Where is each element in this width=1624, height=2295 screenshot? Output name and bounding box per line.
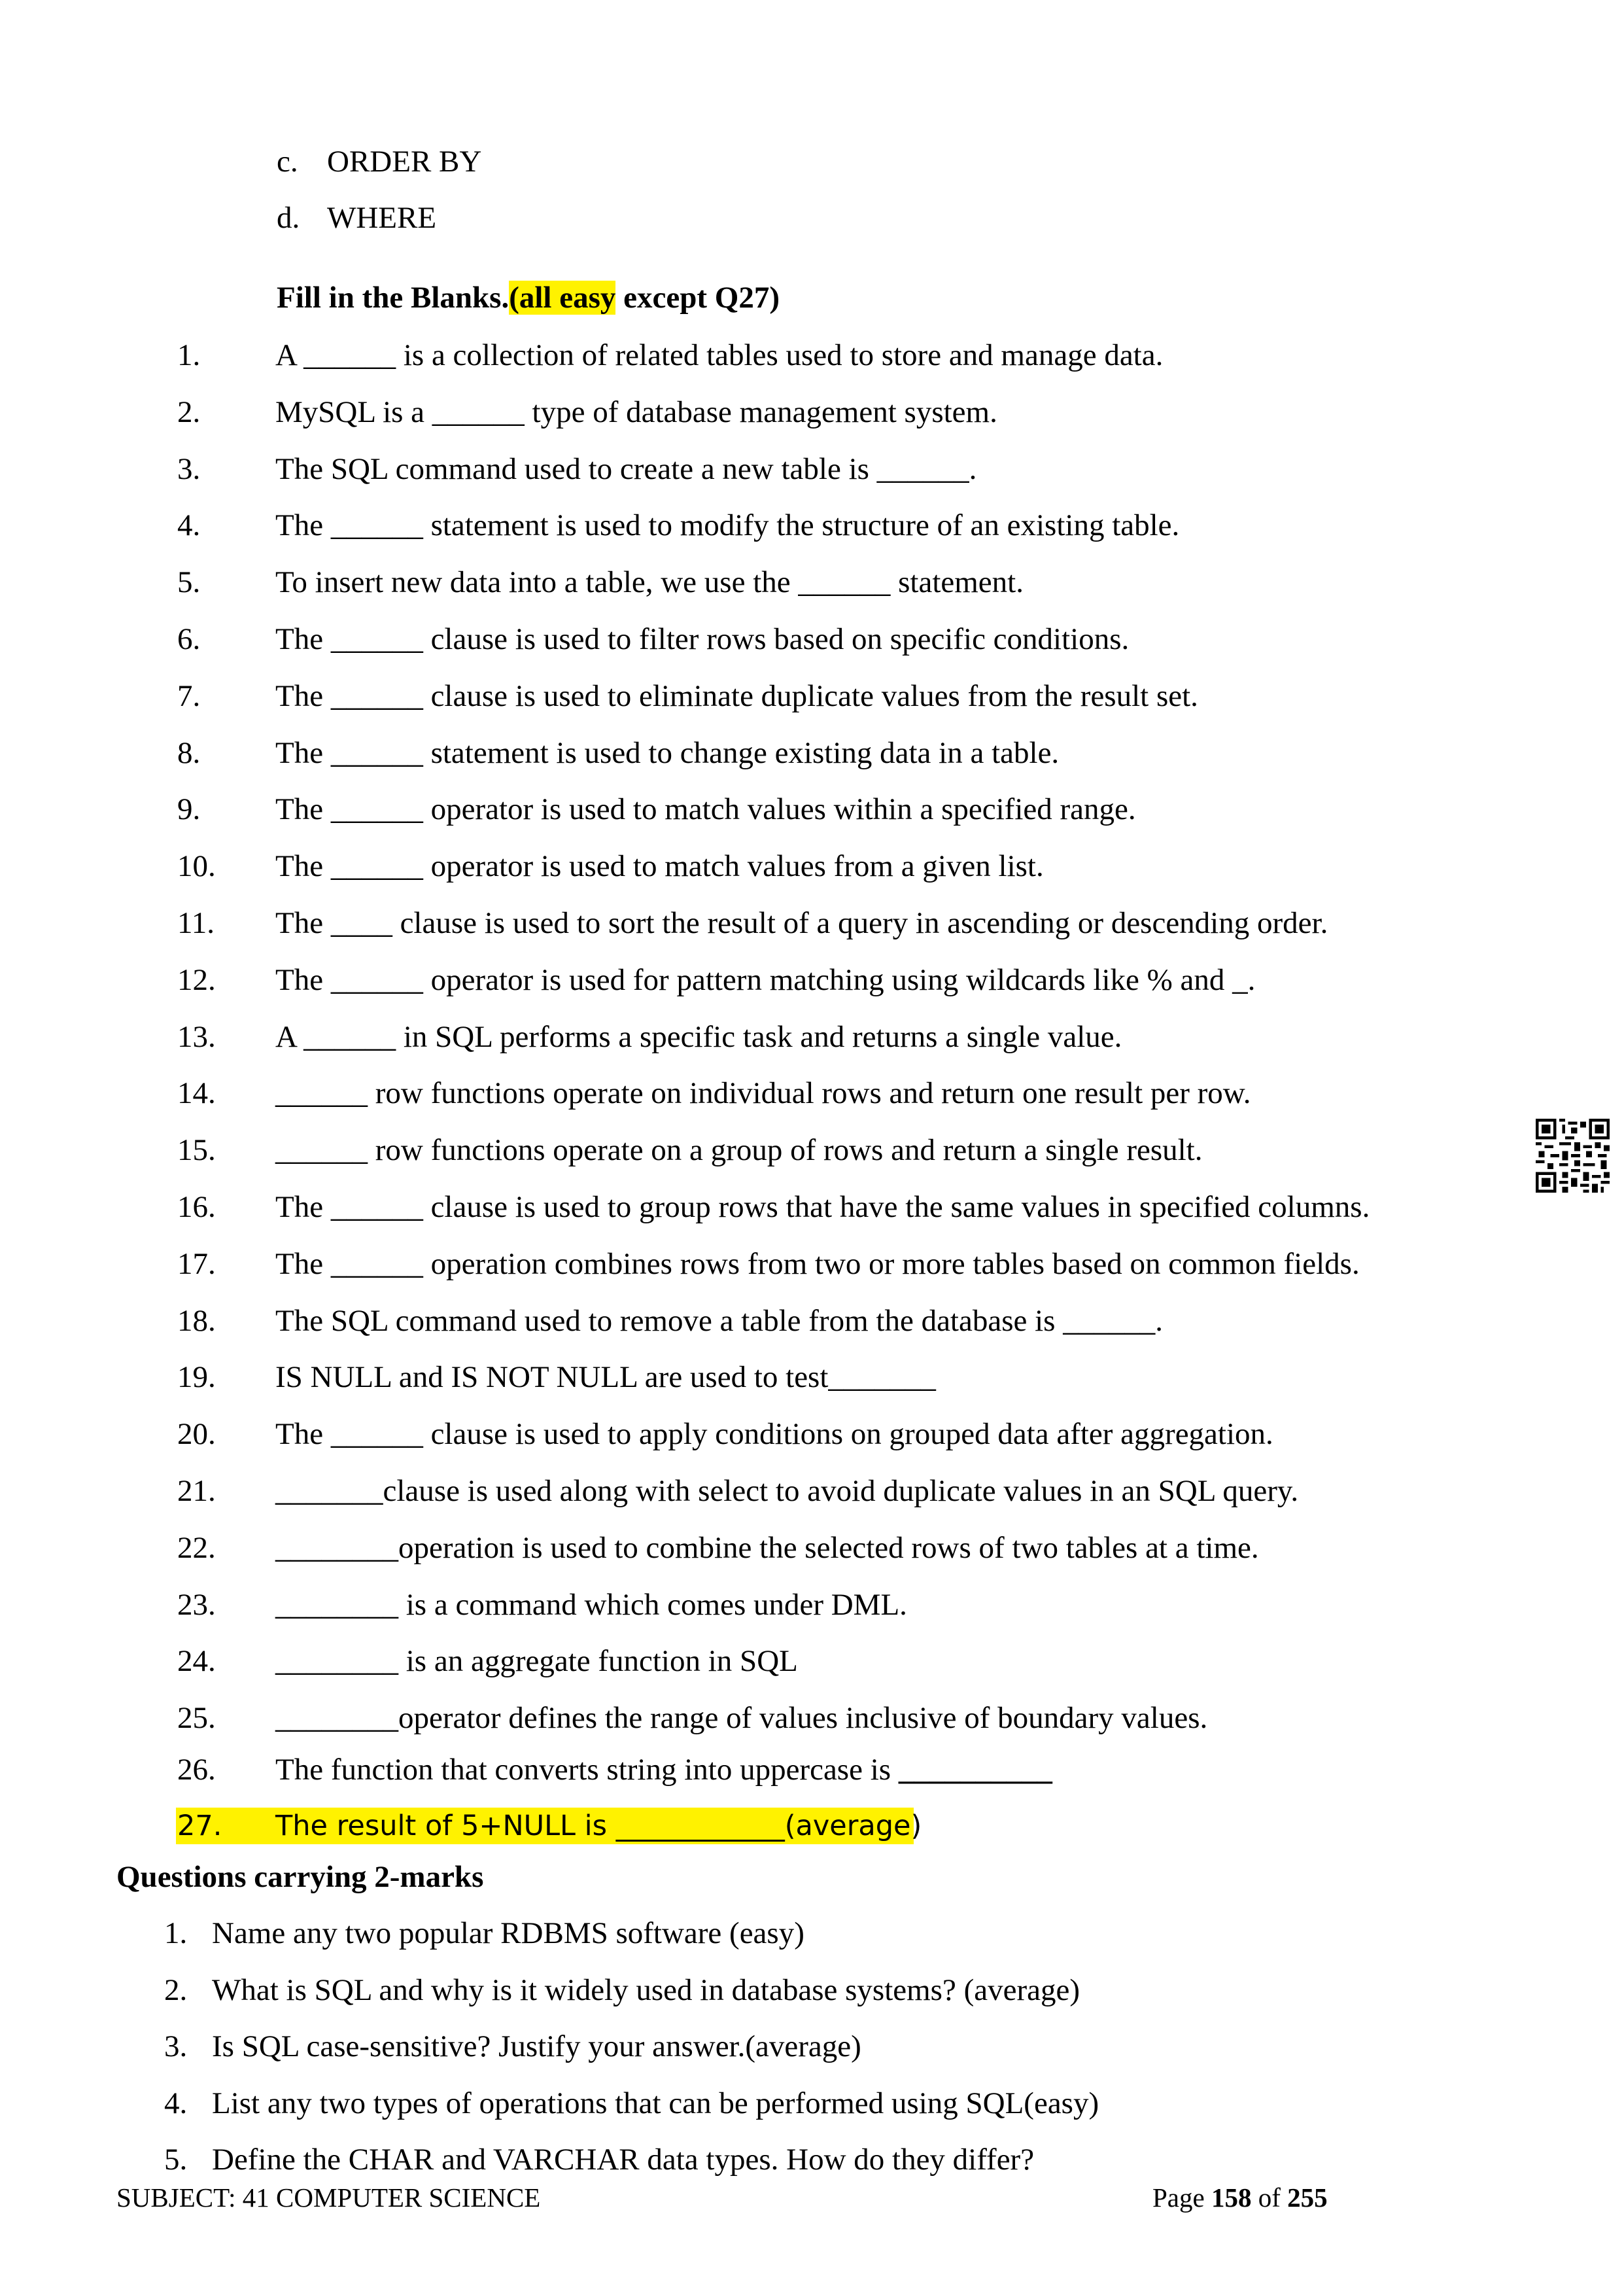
footer-page (1152, 2182, 1328, 2213)
question-text: The ______ clause is used to group rows that have the same values in specified columns. (275, 1190, 1370, 1224)
option-c (277, 144, 481, 179)
question-text: List any two types of operations that can be performed using SQL(easy) (212, 2086, 1099, 2120)
question-text: A ______ is a collection of related tables used to store and manage data. (275, 338, 1164, 372)
option-label: c. (277, 145, 298, 179)
heading-end: except Q27) (615, 281, 780, 315)
answer-blank: ____________ (615, 1810, 785, 1842)
page-prefix: Page (1152, 2182, 1211, 2213)
question-number: 22. (177, 1530, 216, 1565)
question-number: 5. (164, 2143, 188, 2177)
question-text: A ______ in SQL performs a specific task and returns a single value. (275, 1019, 1122, 1054)
question-text: ________ is an aggregate function in SQL (275, 1644, 798, 1679)
question-text: The ______ operator is used for pattern matching using wildcards like % and _. (275, 962, 1256, 997)
question-number: 20. (177, 1417, 216, 1452)
question-text: MySQL is a ______ type of database management system. (275, 394, 997, 429)
question-text: The ______ operator is used to match values within a specified range. (275, 792, 1136, 827)
option-text: ORDER BY (327, 145, 482, 179)
question-number: 8. (177, 735, 201, 770)
question-text: The ______ clause is used to filter rows based on specific conditions. (275, 622, 1130, 656)
difficulty-tag: (average) (784, 1810, 922, 1842)
question-text: The ______ clause is used to eliminate duplicate values from the result set. (275, 678, 1198, 713)
question-text-main: The function that converts string into uppercase is (275, 1753, 899, 1787)
question-number: 26. (177, 1753, 216, 1787)
question-text: The ______ operation combines rows from two or more tables based on common fields. (275, 1246, 1360, 1281)
question-text: Is SQL case-sensitive? Justify your answer.(average) (212, 2029, 861, 2063)
question-number: 10. (177, 849, 216, 884)
question-number: 3. (164, 2029, 188, 2063)
footer-subject: SUBJECT: 41 COMPUTER SCIENCE (116, 2182, 541, 2213)
option-label: d. (277, 201, 300, 235)
question-text: The ____ clause is used to sort the result of a query in ascending or descending order. (275, 906, 1328, 940)
question-number: 19. (177, 1360, 216, 1395)
page-total: 255 (1287, 2182, 1328, 2213)
question-text: _______clause is used along with select to avoid duplicate values in an SQL query. (275, 1474, 1299, 1508)
two-marks-heading: Questions carrying 2-marks (116, 1860, 484, 1894)
question-number: 4. (177, 508, 201, 543)
question-text: The ______ clause is used to apply conditions on grouped data after aggregation. (275, 1417, 1273, 1452)
question-text: The ______ statement is used to modify the structure of an existing table. (275, 508, 1180, 543)
question-text: ______ row functions operate on individual rows and return one result per row. (275, 1076, 1251, 1111)
question-number: 21. (177, 1474, 216, 1508)
page-number: 158 (1211, 2182, 1252, 2213)
fill-blanks-heading (277, 280, 780, 315)
question-number: 4. (164, 2086, 188, 2120)
page-of: of (1251, 2182, 1288, 2213)
question-text-main: The result of 5+NULL is (275, 1810, 616, 1842)
question-number: 13. (177, 1019, 216, 1054)
question-text: The SQL command used to remove a table from the database is ______. (275, 1303, 1163, 1338)
heading-highlight: (all easy (509, 281, 616, 315)
question-text: The SQL command used to create a new table is ______. (275, 451, 977, 486)
question-number: 25. (177, 1701, 216, 1736)
question-number: 1. (164, 1916, 188, 1950)
question-number: 16. (177, 1190, 216, 1224)
question-text: ________operation is used to combine the selected rows of two tables at a time. (275, 1530, 1259, 1565)
question-number: 18. (177, 1303, 216, 1338)
question-number: 27. (177, 1810, 222, 1842)
question-number: 12. (177, 962, 216, 997)
question-text: ________ is a command which comes under DML. (275, 1587, 907, 1622)
question-number: 2. (164, 1972, 188, 2007)
question-number: 5. (177, 565, 201, 600)
question-text: ______ row functions operate on a group of rows and return a single result. (275, 1133, 1203, 1168)
question-text: To insert new data into a table, we use the ______ statement. (275, 565, 1024, 600)
question-number: 15. (177, 1133, 216, 1168)
question-text: Name any two popular RDBMS software (easy) (212, 1916, 804, 1950)
question-text: ________operator defines the range of values inclusive of boundary values. (275, 1701, 1208, 1736)
question-text: The ______ operator is used to match values from a given list. (275, 849, 1044, 884)
question-text (275, 1751, 1052, 1788)
question-number: 1. (177, 338, 201, 372)
question-text: The ______ statement is used to change existing data in a table. (275, 735, 1060, 770)
question-number: 14. (177, 1076, 216, 1111)
question-number: 6. (177, 622, 201, 656)
question-number: 17. (177, 1246, 216, 1281)
question-text: Define the CHAR and VARCHAR data types. How do they differ? (212, 2143, 1035, 2177)
list-item-highlighted (176, 1808, 922, 1844)
question-number: 23. (177, 1587, 216, 1622)
question-number: 2. (177, 394, 201, 429)
option-text: WHERE (327, 201, 437, 235)
question-number: 11. (177, 906, 215, 940)
option-d (277, 200, 436, 236)
question-text (275, 1808, 922, 1844)
answer-blank: __________ (898, 1753, 1052, 1787)
question-text: What is SQL and why is it widely used in database systems? (average) (212, 1972, 1080, 2007)
question-number: 24. (177, 1644, 216, 1679)
question-number: 3. (177, 451, 201, 486)
qr-code-icon (1536, 1119, 1610, 1193)
question-number: 7. (177, 678, 201, 713)
question-text: IS NULL and IS NOT NULL are used to test_______ (275, 1360, 936, 1395)
heading-start: Fill in the Blanks. (277, 281, 510, 315)
question-number: 9. (177, 792, 201, 827)
